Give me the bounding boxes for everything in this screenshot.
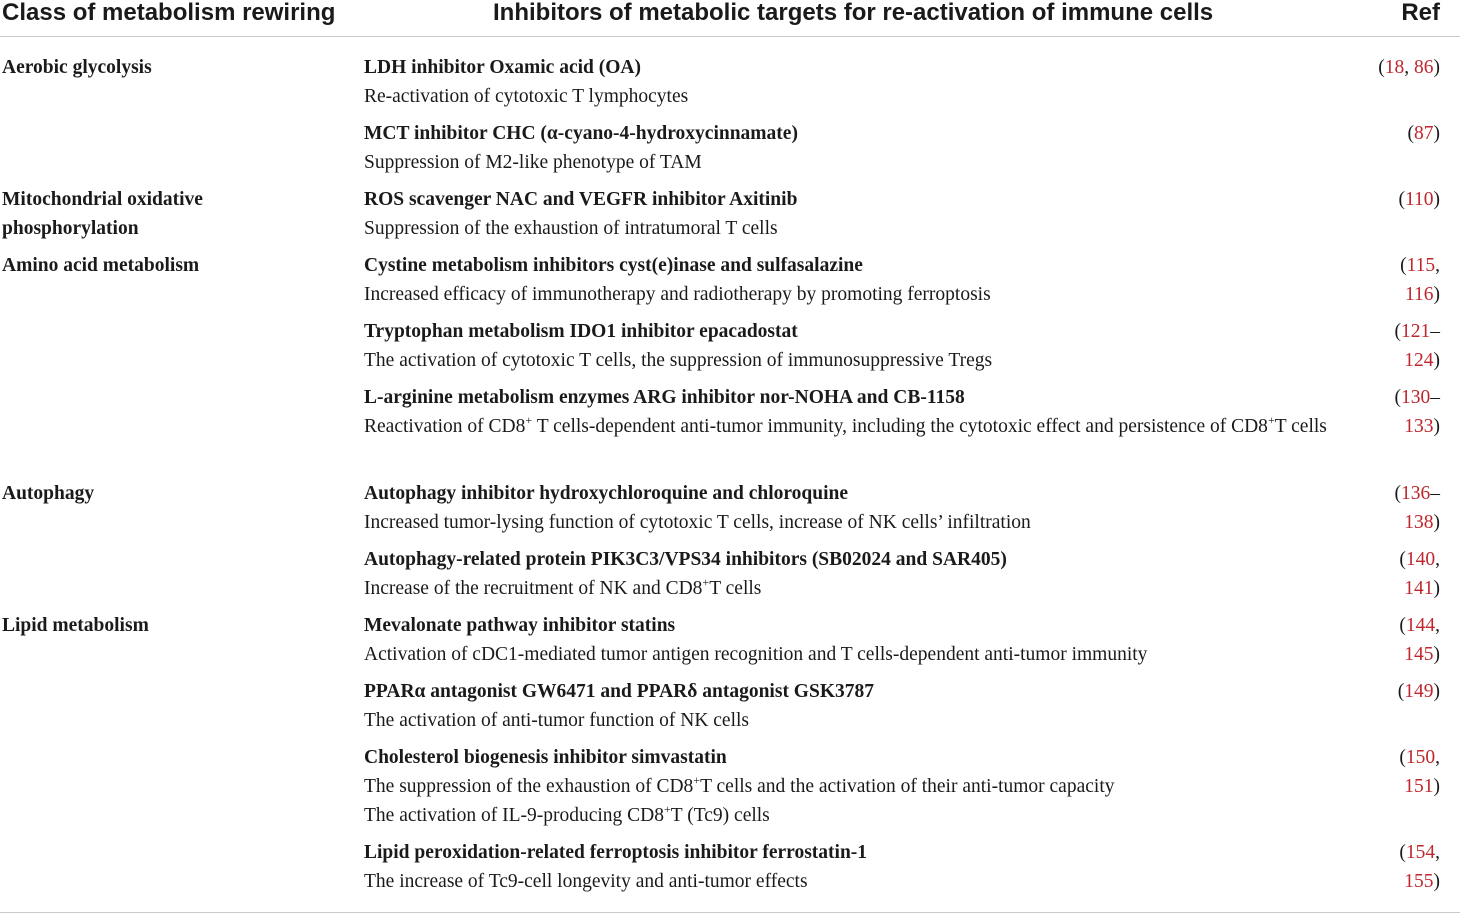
class-amino-acid: Amino acid metabolism — [2, 255, 200, 276]
ref-separator: , — [1435, 615, 1440, 636]
ref-link[interactable]: 150 — [1405, 747, 1436, 768]
ref-link[interactable]: 141 — [1404, 578, 1434, 599]
ref-link[interactable]: 151 — [1404, 776, 1434, 797]
ref-ppar — [1398, 677, 1440, 706]
entry-nac — [364, 185, 1339, 243]
superscript: + — [1267, 413, 1275, 427]
effect-text: Suppression of M2-like phenotype of TAM — [364, 152, 702, 173]
ref-separator: , — [1435, 747, 1440, 768]
effect-fragment: T cells-dependent anti-tumor immunity, including the cytotoxic effect and persistence of CD8 — [532, 416, 1268, 437]
class-mito-oxphos — [2, 185, 332, 243]
ref-oa — [1378, 53, 1440, 82]
ref-ferrostatin — [1399, 838, 1440, 896]
entry-chc — [364, 119, 1339, 177]
ref-link[interactable]: 86 — [1414, 57, 1434, 78]
ref-link[interactable]: 87 — [1414, 123, 1434, 144]
ref-separator: , — [1435, 255, 1440, 276]
ref-paren-close: ) — [1433, 578, 1440, 599]
effect-fragment: T cells — [1274, 416, 1327, 437]
ref-paren-open: ( — [1398, 189, 1405, 210]
effect-text: Suppression of the exhaustion of intratumoral T cells — [364, 218, 778, 239]
ref-paren-close: ) — [1433, 416, 1440, 437]
ref-paren-close: ) — [1433, 776, 1440, 797]
ref-hcq — [1395, 479, 1441, 537]
ref-link[interactable]: 124 — [1404, 350, 1434, 371]
entry-arg — [364, 383, 1339, 441]
inhibitor-name: Tryptophan metabolism IDO1 inhibitor epacadostat — [364, 321, 798, 342]
inhibitor-name: Autophagy-related protein PIK3C3/VPS34 inhibitors (SB02024 and SAR405) — [364, 549, 1007, 570]
ref-link[interactable]: 140 — [1405, 549, 1436, 570]
ref-paren-close: ) — [1433, 350, 1440, 371]
superscript: + — [664, 802, 671, 816]
effect-fragment: T cells and the activation of their anti-tumor capacity — [700, 776, 1115, 797]
ref-paren-close: ) — [1433, 123, 1440, 144]
ref-paren-close: ) — [1433, 681, 1440, 702]
ref-link[interactable]: 115 — [1406, 255, 1436, 276]
effect-text — [364, 574, 1339, 603]
entry-ppar — [364, 677, 1339, 735]
class-mito-line2: phosphorylation — [2, 218, 139, 239]
header-ref: Ref — [1401, 0, 1440, 26]
entry-oa — [364, 53, 1339, 111]
ref-paren-open: ( — [1399, 747, 1406, 768]
class-autophagy: Autophagy — [2, 483, 95, 504]
effect-fragment: Increase of the recruitment of NK and CD8 — [364, 578, 703, 599]
effect-text: The increase of Tc9-cell longevity and anti-tumor effects — [364, 871, 808, 892]
ref-paren-close: ) — [1433, 644, 1440, 665]
ref-paren-open: ( — [1399, 615, 1406, 636]
ref-nac — [1398, 185, 1440, 214]
ref-separator: – — [1430, 483, 1440, 504]
ref-paren-open: ( — [1394, 321, 1401, 342]
ref-paren-open: ( — [1399, 549, 1406, 570]
effect-text — [364, 772, 1339, 801]
ref-cystine — [1400, 251, 1440, 309]
inhibitor-name: PPARα antagonist GW6471 and PPARδ antagonist GSK3787 — [364, 681, 874, 702]
ref-link[interactable]: 133 — [1404, 416, 1434, 437]
inhibitor-name: Mevalonate pathway inhibitor statins — [364, 615, 676, 636]
header-rule — [0, 36, 1460, 37]
class-aerobic-glycolysis: Aerobic glycolysis — [2, 57, 152, 78]
ref-link[interactable]: 145 — [1404, 644, 1434, 665]
effect-text: Activation of cDC1-mediated tumor antigen recognition and T cells-dependent anti-tumor immunity — [364, 644, 1148, 665]
effect-text: The activation of anti-tumor function of NK cells — [364, 710, 750, 731]
entry-ido1 — [364, 317, 1339, 375]
ref-separator: , — [1435, 842, 1440, 863]
entry-simvastatin — [364, 743, 1339, 830]
ref-paren-open: ( — [1394, 387, 1401, 408]
ref-paren-close: ) — [1433, 871, 1440, 892]
effect-text: Increased tumor-lysing function of cytotoxic T cells, increase of NK cells’ infiltration — [364, 512, 1031, 533]
ref-paren-open: ( — [1407, 123, 1414, 144]
effect-text — [364, 412, 1339, 441]
ref-link[interactable]: 18 — [1384, 57, 1405, 78]
superscript: + — [525, 413, 533, 427]
ref-paren-close: ) — [1433, 57, 1440, 78]
superscript: + — [702, 575, 710, 589]
ref-simvastatin — [1399, 743, 1440, 801]
superscript: + — [693, 773, 701, 787]
entry-ferrostatin — [364, 838, 1339, 896]
inhibitor-name: Autophagy inhibitor hydroxychloroquine and chloroquine — [364, 483, 849, 504]
ref-paren-close: ) — [1433, 284, 1440, 305]
inhibitor-name: Cholesterol biogenesis inhibitor simvastatin — [364, 747, 727, 768]
ref-link[interactable]: 121 — [1401, 321, 1431, 342]
ref-paren-open: ( — [1397, 681, 1405, 702]
header-class: Class of metabolism rewiring — [2, 0, 336, 26]
ref-paren-open: ( — [1399, 842, 1406, 863]
ref-separator: – — [1430, 321, 1440, 342]
ref-link[interactable]: 136 — [1401, 483, 1431, 504]
ref-statins — [1399, 611, 1440, 669]
ref-paren-close: ) — [1433, 189, 1440, 210]
effect-fragment: T (Tc9) cells — [670, 805, 770, 826]
effect-fragment: The suppression of the exhaustion of CD8 — [364, 776, 694, 797]
footer-rule — [0, 912, 1460, 913]
inhibitor-name: Cystine metabolism inhibitors cyst(e)inase and sulfasalazine — [364, 255, 863, 276]
ref-link[interactable]: 154 — [1405, 842, 1436, 863]
ref-separator: , — [1404, 57, 1414, 78]
effect-fragment: T cells — [709, 578, 762, 599]
ref-separator: , — [1435, 549, 1440, 570]
header-inhibitors: Inhibitors of metabolic targets for re-activation of immune cells — [493, 0, 1214, 26]
ref-paren-close: ) — [1433, 512, 1440, 533]
effect-text — [364, 801, 1339, 830]
entry-statins — [364, 611, 1339, 669]
ref-chc — [1408, 119, 1441, 148]
ref-paren-open: ( — [1394, 483, 1401, 504]
entry-pik3c3 — [364, 545, 1339, 603]
effect-fragment: Reactivation of CD8 — [364, 416, 526, 437]
effect-text: Re-activation of cytotoxic T lymphocytes — [364, 86, 689, 107]
inhibitor-name: LDH inhibitor Oxamic acid (OA) — [364, 57, 641, 78]
ref-arg — [1395, 383, 1441, 441]
inhibitor-name: L-arginine metabolism enzymes ARG inhibitor nor-NOHA and CB-1158 — [364, 387, 965, 408]
ref-link[interactable]: 116 — [1404, 284, 1434, 305]
inhibitor-name: ROS scavenger NAC and VEGFR inhibitor Axitinib — [364, 189, 798, 210]
class-mito-line1: Mitochondrial oxidative — [2, 189, 203, 210]
ref-ido1 — [1395, 317, 1441, 375]
effect-fragment: The activation of IL-9-producing CD8 — [364, 805, 664, 826]
ref-separator: – — [1430, 387, 1440, 408]
ref-link[interactable]: 155 — [1404, 871, 1434, 892]
ref-paren-open: ( — [1378, 57, 1385, 78]
ref-link[interactable]: 144 — [1405, 615, 1436, 636]
effect-text: Increased efficacy of immunotherapy and radiotherapy by promoting ferroptosis — [364, 284, 991, 305]
ref-link[interactable]: 110 — [1404, 189, 1434, 210]
class-lipid: Lipid metabolism — [2, 615, 149, 636]
ref-link[interactable]: 149 — [1404, 681, 1434, 702]
entry-cystine — [364, 251, 1339, 309]
effect-text: The activation of cytotoxic T cells, the suppression of immunosuppressive Tregs — [364, 350, 993, 371]
ref-pik3c3 — [1399, 545, 1440, 603]
inhibitor-name: Lipid peroxidation-related ferroptosis inhibitor ferrostatin-1 — [364, 842, 868, 863]
ref-link[interactable]: 138 — [1404, 512, 1434, 533]
inhibitor-name: MCT inhibitor CHC (α-cyano-4-hydroxycinnamate) — [364, 123, 798, 144]
ref-link[interactable]: 130 — [1401, 387, 1431, 408]
ref-paren-open: ( — [1400, 255, 1407, 276]
entry-hcq — [364, 479, 1339, 537]
